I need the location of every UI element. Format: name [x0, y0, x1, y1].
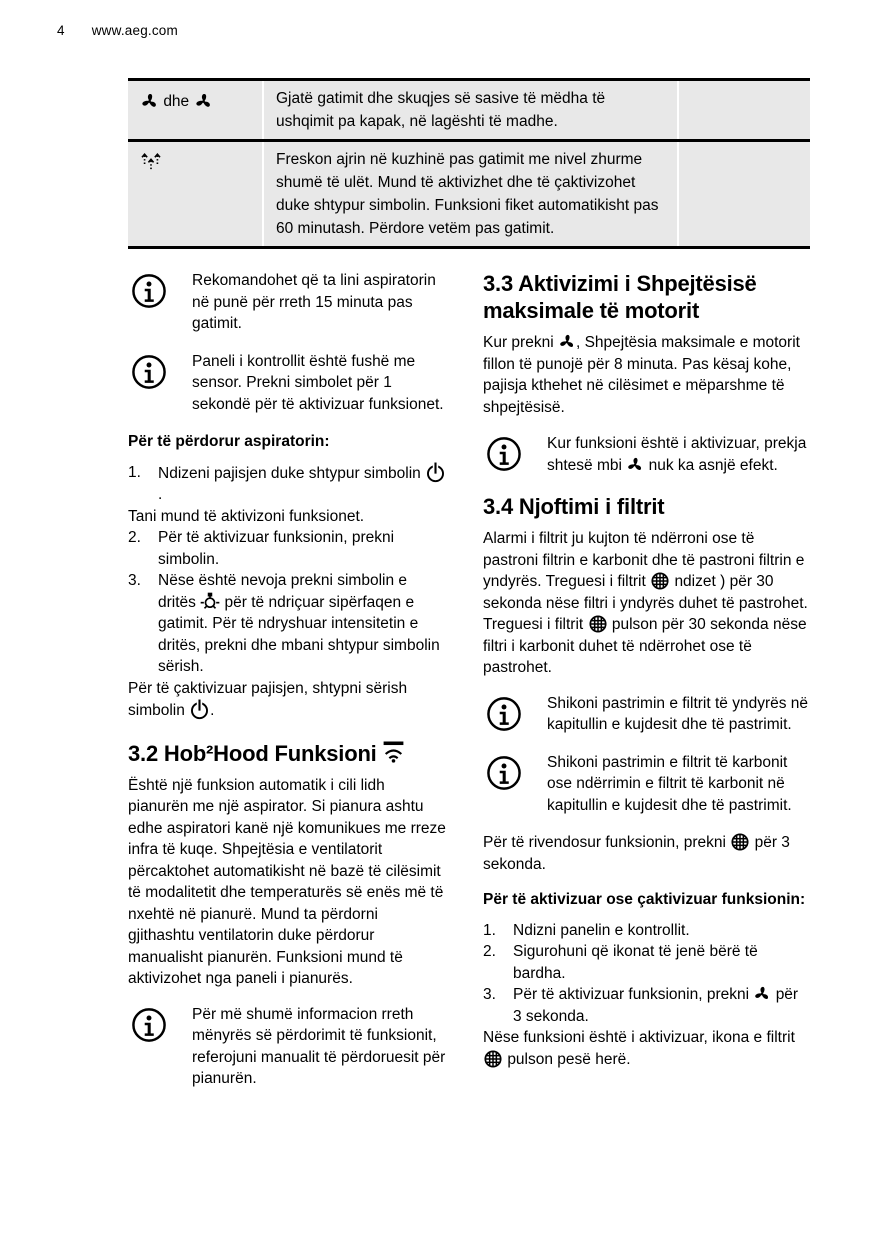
- filter-icon: [730, 832, 750, 852]
- list-number: 3.: [483, 986, 496, 1003]
- list-number: 1.: [128, 463, 141, 481]
- list-item: [483, 920, 810, 942]
- right-column: [483, 270, 810, 1106]
- list-text: Ndizeni pajisjen duke shtypur simbolin .: [158, 462, 448, 506]
- fan-icon: [140, 92, 159, 111]
- info-note: [483, 693, 810, 736]
- list-item: [128, 462, 448, 506]
- info-note: [128, 1004, 448, 1090]
- info-note: [483, 433, 810, 476]
- list-item: [483, 984, 810, 1027]
- table-cell-description: Freskon ajrin në kuzhinë pas gatimit me nivel zhurme shumë të ulët. Mund të aktivizhet dhe të çaktivizohet duke shtypur simbolin. Funksioni fiket automatikisht pas 60 minutash. Përdore vetëm pas gatimit.: [264, 142, 677, 246]
- page-content: [128, 78, 810, 1106]
- air-refresh-icon: [140, 151, 162, 173]
- section-heading-3-4: 3.4 Njoftimi i filtrit: [483, 494, 665, 519]
- list-number: 3.: [128, 572, 141, 589]
- list-text: Ndizni panelin e kontrollit.: [513, 921, 690, 939]
- list-number: 1.: [483, 921, 496, 939]
- running-header: [57, 23, 178, 38]
- paragraph: Për të rivendosur funksionin, prekni për 3 sekonda.: [483, 834, 790, 873]
- table-cell-symbols: [128, 81, 262, 139]
- fan-icon: [558, 333, 576, 351]
- filter-icon: [650, 571, 670, 591]
- note-text: Kur funksioni është i aktivizuar, prekja shtesë mbi nuk ka asnjë efekt.: [547, 435, 807, 474]
- table-cell-description: Gjatë gatimit dhe skuqjes së sasive të mëdha të ushqimit pa kapak, në lagështi të madhe.: [264, 81, 677, 139]
- section-heading-3-3: 3.3 Aktivizimi i Shpejtësisë maksimale të motorit: [483, 271, 757, 323]
- light-icon: [200, 592, 220, 612]
- list-text: Sigurohuni që ikonat të jenë bërë të bardha.: [513, 943, 758, 982]
- page-number: 4: [57, 23, 65, 38]
- info-icon: [485, 695, 523, 733]
- power-icon: [425, 462, 446, 483]
- section-body: Është një funksion automatik i cili lidh pianurën me një aspirator. Si pianura ashtu edhe aspiratori kanë një komunikues me rreze infra të kuqe. Shpejtësia e ventilatorit përcaktohet automatikisht në bazë të cilësimit të modalitetit dhe temperaturës së enës më të nxehtë në pianurë. Mund ta përdorni gjithashtu ventilatorin duke përdorur manualisht pianurën. Funksioni mund të aktivizohet nga paneli i pianurës.: [128, 776, 446, 987]
- info-note: [128, 351, 448, 416]
- table-cell-symbols: [128, 142, 262, 246]
- paragraph: Tani mund të aktivizoni funksionet.: [128, 507, 365, 525]
- procedure-heading: Për të aktivizuar ose çaktivizuar funksionin:: [483, 891, 806, 908]
- list-text: Për të aktivizuar funksionin, prekni simbolin.: [158, 529, 395, 568]
- power-icon: [189, 699, 210, 720]
- list-item: [483, 941, 810, 984]
- info-note: [483, 752, 810, 817]
- section-body: Alarmi i filtrit ju kujton të ndërroni ose të pastroni filtrin e karbonit dhe të pastroni filtrin e yndyrës. Treguesi i filtrit ndizet ) për 30 sekonda nëse filtri i yndyrës duhet të pastrohet. Treguesi i filtrit pulson për 30 sekonda nëse filtri i karbonit duhet të ndërrohet ose të pastrohet.: [483, 530, 808, 676]
- list-text: Nëse është nevoja prekni simbolin e dritës për të ndriçuar sipërfaqen e gatimit. Për të ndryshuar intensitetin e dritës, prekni dhe mbani shtypur simbolin sërish.: [158, 572, 440, 675]
- fan-icon: [194, 92, 213, 111]
- info-icon: [130, 1006, 168, 1044]
- table-row: [128, 142, 810, 249]
- list-number: 2.: [483, 943, 496, 960]
- fan-icon: [753, 985, 771, 1003]
- filter-icon: [588, 614, 608, 634]
- info-icon: [485, 754, 523, 792]
- note-text: Për më shumë informacion rreth mënyrës së përdorimit të funksionit, referojuni manualit të përdoruesit për pianurën.: [192, 1005, 446, 1087]
- left-column: [128, 270, 448, 1106]
- info-icon: [130, 272, 168, 310]
- list-item: [128, 570, 448, 678]
- conjunction-label: dhe: [163, 93, 190, 110]
- table-cell-empty: [679, 81, 810, 139]
- section-heading-3-2: 3.2 Hob²Hood Funksioni: [128, 739, 448, 767]
- function-table: [128, 78, 810, 249]
- note-text: Shikoni pastrimin e filtrit të yndyrës në kapitullin e kujdesit dhe të pastrimit.: [547, 694, 809, 733]
- section-body: Kur prekni , Shpejtësia maksimale e motorit fillon të punojë për 8 minuta. Pas kësaj kohe, pajisja kthehet në cilësimet e mëparshme të shpejtësisë.: [483, 334, 800, 416]
- paragraph: Nëse funksioni është i aktivizuar, ikona e filtrit pulson pesë herë.: [483, 1029, 795, 1068]
- procedure-heading: Për të përdorur aspiratorin:: [128, 433, 330, 450]
- site-url: www.aeg.com: [91, 23, 178, 38]
- info-note: [128, 270, 448, 335]
- note-text: Paneli i kontrollit është fushë me sensor. Prekni simbolet për 1 sekondë për të aktivizuar funksionet.: [192, 352, 444, 413]
- note-text: Shikoni pastrimin e filtrit të karbonit ose ndërrimin e filtrit të karbonit në kapitullin e kujdesit dhe të pastrimit.: [547, 753, 792, 814]
- info-icon: [130, 353, 168, 391]
- note-text: Rekomandohet që ta lini aspiratorin në punë për rreth 15 minuta pas gatimit.: [192, 272, 436, 332]
- list-item: [128, 527, 448, 570]
- fan-icon: [626, 456, 644, 474]
- table-row: [128, 81, 810, 142]
- info-icon: [485, 435, 523, 473]
- hob2hood-icon: [381, 739, 406, 764]
- filter-icon: [483, 1049, 503, 1069]
- paragraph: Për të çaktivizuar pajisjen, shtypni sërish simbolin .: [128, 679, 408, 719]
- list-number: 2.: [128, 529, 141, 546]
- list-text: Për të aktivizuar funksionin, prekni për 3 sekonda.: [513, 986, 799, 1025]
- table-cell-empty: [679, 142, 810, 246]
